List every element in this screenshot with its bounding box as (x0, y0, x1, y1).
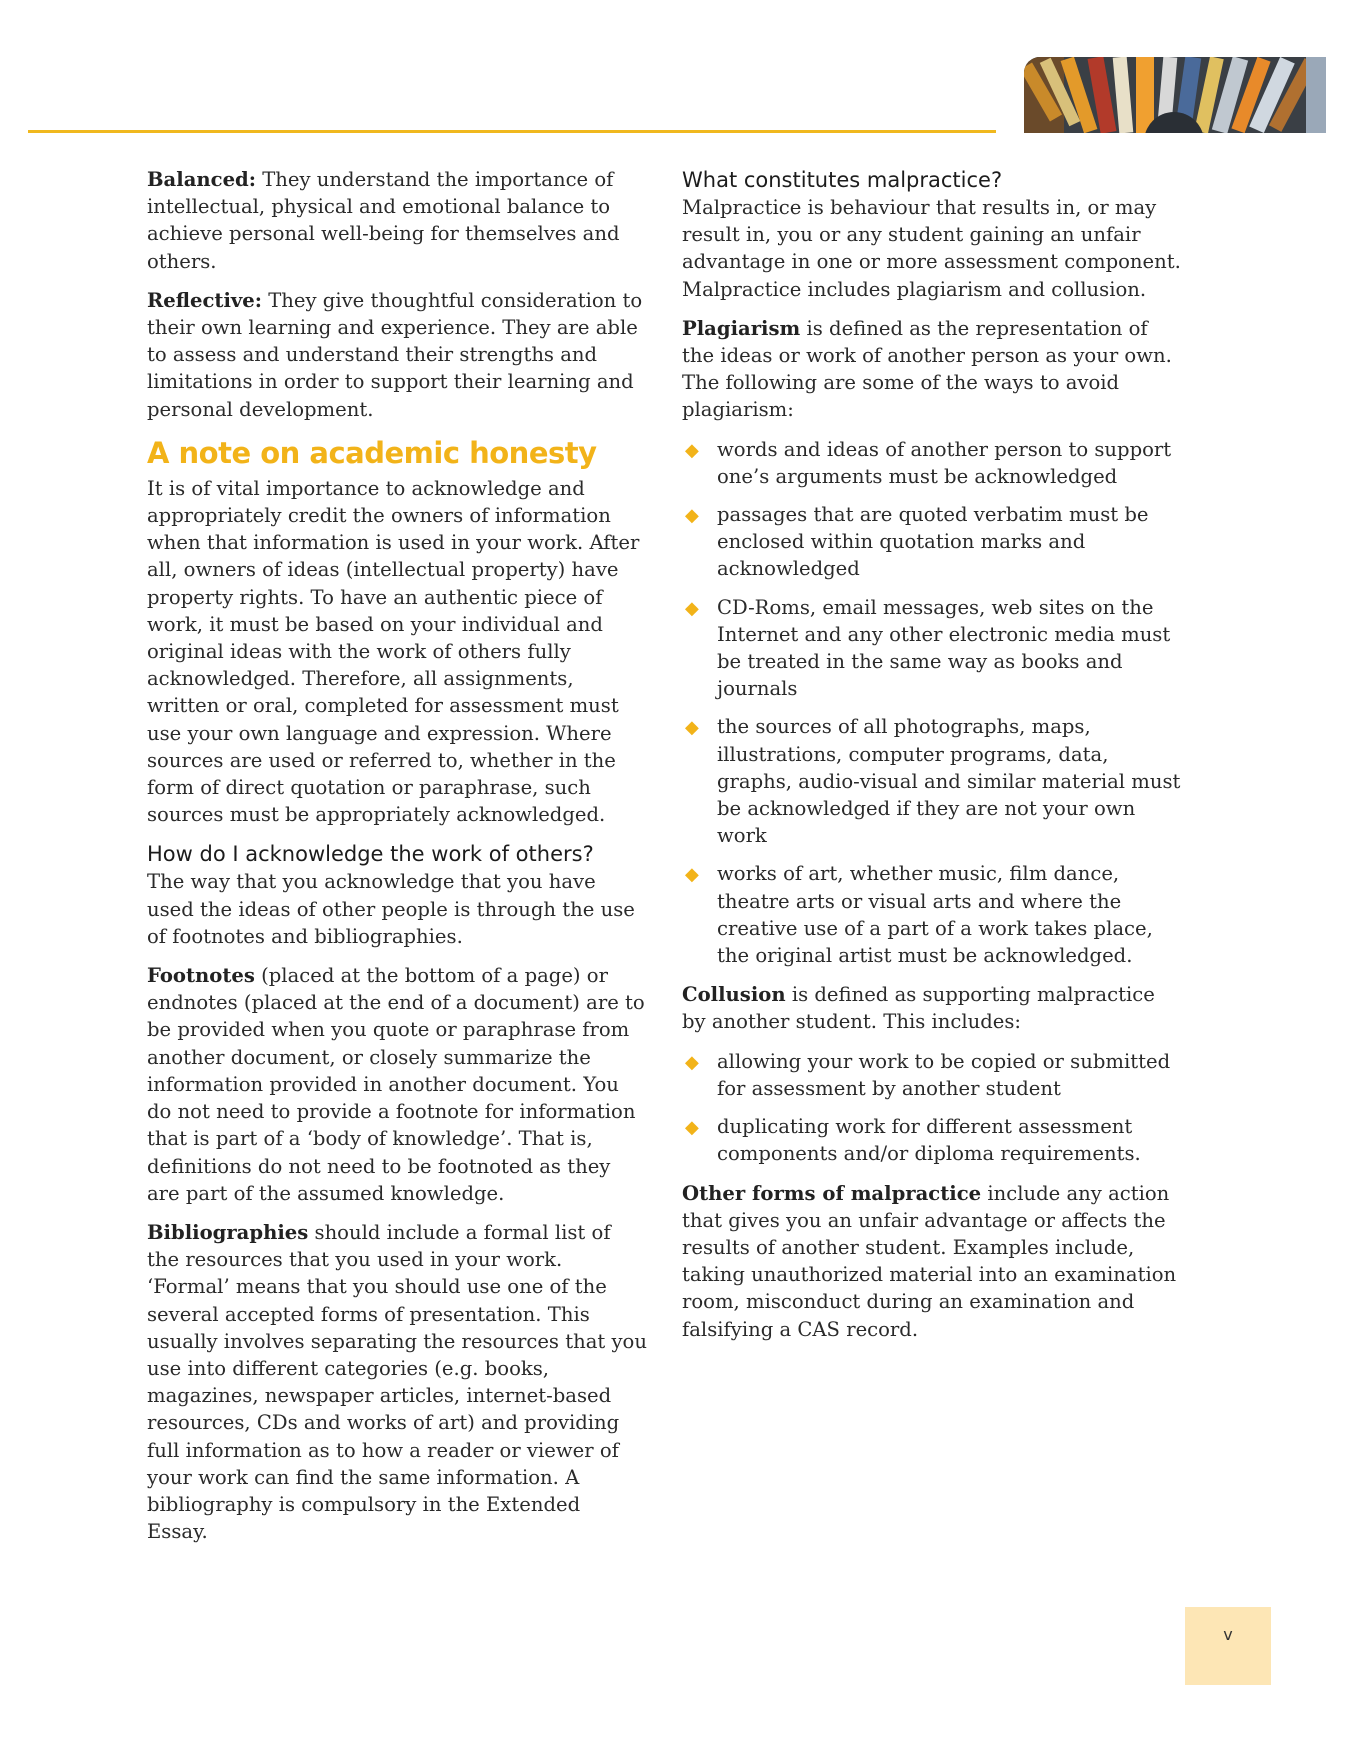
section-heading: A note on academic honesty (147, 435, 597, 470)
plagiarism-list (682, 436, 1182, 970)
plagiarism-paragraph (682, 315, 1182, 424)
list-item-text: CD-Roms, email messages, web sites on the Internet and any other electronic media must be treated in the same way as books and journals (717, 595, 1171, 701)
bullet-icon: ◆ (685, 597, 699, 619)
malpractice-paragraph: Malpractice is behaviour that results in, or may result in, you or any student gaining an unfair advantage in one or more assessment component. Malpractice includes plagiarism and collusion. (682, 196, 1181, 301)
left-column (147, 166, 647, 1557)
reflective-text: They give thoughtful consideration to their own learning and experience. They are able to assess and understand their strengths and limitations in order to support their learning and personal development. (147, 288, 643, 421)
malpractice-subheading: What constitutes malpractice? (682, 168, 1003, 192)
balanced-paragraph (147, 166, 647, 275)
bibliographies-text: should include a formal list of the resources that you used in your work. ‘Formal’ means that you should use one of the several accepted forms of presentation. This usually involves separating the resources that you use into different categories (e.g. books, magazines, newspaper articles, internet-based resources, CDs and works of art) and providing full information as to how a reader or viewer of your work can find the same information. A bibliography is compulsory in the Extended Essay. (147, 1220, 647, 1544)
bullet-icon: ◆ (685, 505, 699, 527)
plagiarism-text: is defined as the representation of the ideas or work of another person as your own. The following are some of the ways to avoid plagiarism: (682, 316, 1172, 422)
footnotes-text: (placed at the bottom of a page) or endnotes (placed at the end of a document) are to be provided when you quote or paraphrase from another document, or closely summarize the information provided in another document. You do not need to provide a footnote for information that is part of a ‘body of knowledge’. That is, definitions do not need to be footnoted as they are part of the assumed knowledge. (147, 964, 645, 1205)
list-item-text: allowing your work to be copied or submitted for assessment by another student (717, 1049, 1171, 1100)
footnotes-term: Footnotes (147, 964, 255, 988)
list-item-text: the sources of all photographs, maps, illustrations, computer programs, data, graphs, audio-visual and similar material must be acknowledged if they are not your own work (717, 715, 1181, 848)
acknowledge-subheading: How do I acknowledge the work of others? (147, 842, 594, 867)
collusion-paragraph (682, 981, 1182, 1035)
bibliographies-term: Bibliographies (147, 1220, 309, 1244)
other-malpractice-term: Other forms of malpractice (682, 1181, 982, 1205)
collusion-term: Collusion (682, 983, 786, 1007)
header-rule (28, 130, 996, 133)
list-item (682, 1048, 1182, 1102)
header-photo (1024, 57, 1326, 133)
list-item (682, 1113, 1182, 1167)
bullet-icon: ◆ (685, 1117, 699, 1139)
reflective-paragraph (147, 287, 647, 423)
list-item (682, 860, 1182, 969)
acknowledge-paragraph: The way that you acknowledge that you have used the ideas of other people is through the use of footnotes and bibliographies. (147, 870, 635, 948)
bullet-icon: ◆ (685, 717, 699, 739)
other-malpractice-paragraph (682, 1180, 1182, 1343)
bullet-icon: ◆ (685, 864, 699, 886)
list-item (682, 713, 1182, 849)
list-item-text: passages that are quoted verbatim must be enclosed within quotation marks and acknowledged (717, 503, 1149, 581)
bullet-icon: ◆ (685, 439, 699, 461)
list-item (682, 436, 1182, 490)
footnotes-paragraph (147, 962, 647, 1207)
collusion-list (682, 1048, 1182, 1168)
page-number: v (1223, 1625, 1233, 1644)
page-number-box (1185, 1607, 1271, 1685)
list-item-text: words and ideas of another person to support one’s arguments must be acknowledged (717, 437, 1172, 488)
balanced-text: They understand the importance of intellectual, physical and emotional balance to achieve personal well-being for themselves and others. (147, 168, 620, 273)
collusion-text: is defined as supporting malpractice by another student. This includes: (682, 983, 1155, 1034)
reflective-term: Reflective: (147, 288, 262, 312)
plagiarism-term: Plagiarism (682, 316, 801, 340)
list-item (682, 594, 1182, 703)
list-item (682, 501, 1182, 583)
list-item-text: duplicating work for different assessment components and/or diploma requirements. (717, 1115, 1141, 1166)
right-column (682, 166, 1182, 1355)
balanced-term: Balanced: (147, 168, 256, 191)
bibliographies-paragraph (147, 1219, 647, 1545)
other-malpractice-text: include any action that gives you an unfair advantage or affects the results of another student. Examples include, taking unauthorized material into an examination room, misconduct during an examination and falsifying a CAS record. (682, 1181, 1177, 1341)
intro-paragraph: It is of vital importance to acknowledge and appropriately credit the owners of information when that information is used in your work. After all, owners of ideas (intellectual property) have property rights. To have an authentic piece of work, it must be based on your individual and original ideas with the work of others fully acknowledged. Therefore, all assignments, written or oral, completed for assessment must use your own language and expression. Where sources are used or referred to, whether in the form of direct quotation or paraphrase, such sources must be appropriately acknowledged. (147, 476, 640, 827)
bullet-icon: ◆ (685, 1051, 699, 1073)
list-item-text: works of art, whether music, film dance, theatre arts or visual arts and where the creative use of a part of a work takes place, the original artist must be acknowledged. (717, 862, 1153, 968)
